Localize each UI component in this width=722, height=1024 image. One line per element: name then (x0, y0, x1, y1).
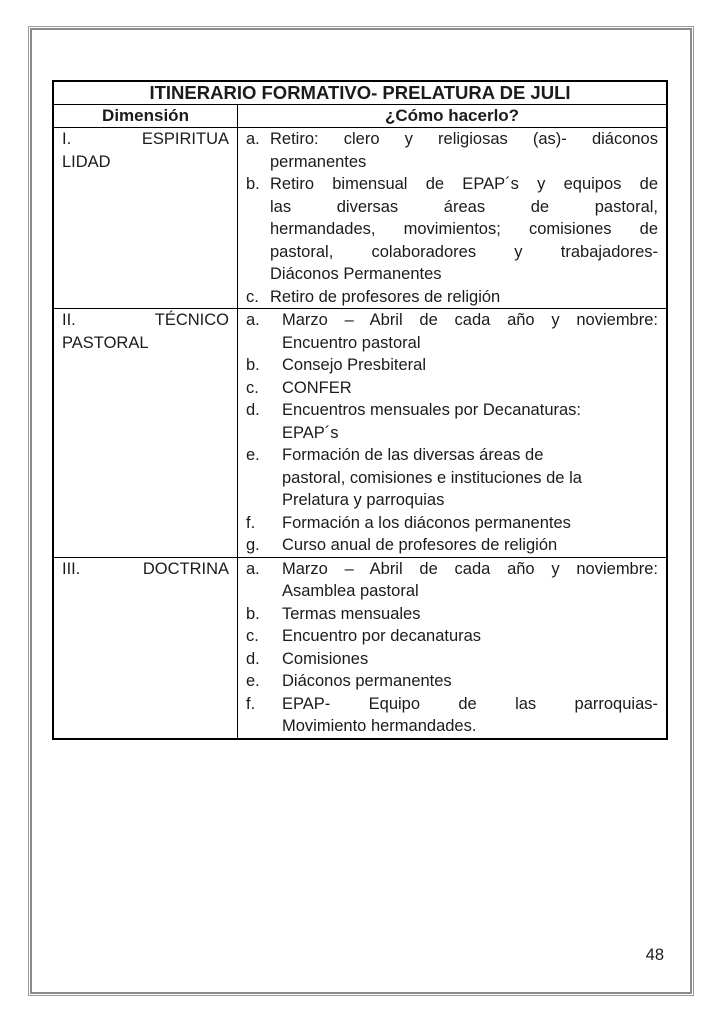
list-marker: f. (246, 694, 256, 713)
list-item (246, 354, 658, 377)
list-item (246, 173, 658, 286)
item-line: permanentes (270, 152, 367, 171)
list-item (246, 309, 658, 354)
list-marker: d. (246, 401, 260, 419)
item-line: Encuentros mensuales por Decanaturas: (282, 401, 581, 419)
dimension-name: DOCTRINA (142, 559, 229, 578)
list-marker: a. (246, 130, 260, 148)
item-line: Encuentro pastoral (282, 333, 421, 352)
item-line: Formación a los diáconos permanentes (282, 513, 571, 532)
list-marker: e. (246, 672, 260, 690)
item-line: Movimiento hermandades. (282, 717, 477, 735)
dimension-name-wrap: PASTORAL (62, 333, 149, 352)
item-line: pastoral, comisiones e instituciones de la (282, 468, 582, 487)
dimension-line (62, 128, 229, 151)
header-dimension: Dimensión (54, 105, 238, 127)
dimension-cell (54, 128, 238, 308)
dimension-cell (54, 558, 238, 738)
table-row-doctrina (54, 558, 666, 738)
item-line: Curso anual de profesores de religión (282, 536, 558, 554)
list-marker: c. (246, 378, 259, 397)
item-line: Encuentro por decanaturas (282, 627, 482, 645)
list-marker: c. (246, 287, 259, 306)
item-line: Consejo Presbiteral (282, 356, 426, 374)
dimension-roman: III. (62, 559, 81, 578)
list-marker: f. (246, 513, 256, 532)
list-item (246, 534, 658, 557)
item-line: Comisiones (282, 649, 369, 668)
list-item (246, 377, 658, 400)
list-marker: b. (246, 175, 260, 193)
table-row-tecnico-pastoral (54, 309, 666, 558)
item-line: EPAP´s (282, 423, 339, 442)
item-line: Retiro bimensual de EPAP´s y equipos de (270, 175, 658, 193)
item-line: Marzo – Abril de cada año y noviembre: (282, 311, 658, 329)
item-line: hermandades, movimientos; comisiones de (270, 220, 658, 238)
dimension-line (62, 558, 229, 581)
how-cell (238, 309, 666, 557)
list-item (246, 399, 658, 444)
list-item (246, 648, 658, 671)
item-line: Prelatura y parroquias (282, 491, 445, 509)
itinerary-table (52, 80, 668, 740)
item-line: CONFER (282, 378, 352, 397)
item-line: Marzo – Abril de cada año y noviembre: (282, 559, 658, 578)
item-line: Termas mensuales (282, 604, 421, 623)
list-item (246, 693, 658, 738)
item-line: Asamblea pastoral (282, 582, 419, 600)
item-line: pastoral, colaboradores y trabajadores- (270, 242, 658, 261)
item-line: Retiro: clero y religiosas (as)- diáconos (270, 130, 658, 148)
dimension-name: TÉCNICO (154, 311, 229, 329)
list-item (246, 128, 658, 173)
list-item (246, 558, 658, 603)
item-line: Retiro de profesores de religión (270, 287, 501, 306)
page-number: 48 (645, 946, 664, 964)
item-line: Diáconos Permanentes (270, 265, 442, 283)
dimension-name: ESPIRITUA (141, 130, 229, 148)
list-item (246, 286, 658, 309)
how-cell (238, 558, 666, 738)
list-item (246, 444, 658, 512)
list-item (246, 512, 658, 535)
table-row-espiritualidad (54, 128, 666, 309)
list-item (246, 603, 658, 626)
item-line: Diáconos permanentes (282, 672, 452, 690)
list-item (246, 670, 658, 693)
dimension-roman: II. (62, 311, 76, 329)
dimension-roman: I. (62, 130, 72, 148)
list-marker: a. (246, 311, 260, 329)
list-marker: c. (246, 627, 259, 645)
dimension-line (62, 309, 229, 332)
list-marker: b. (246, 604, 260, 623)
list-marker: a. (246, 559, 260, 578)
table-title: ITINERARIO FORMATIVO- PRELATURA DE JULI (54, 82, 666, 105)
list-item (246, 625, 658, 648)
item-line: EPAP- Equipo de las parroquias- (282, 694, 658, 713)
list-marker: e. (246, 446, 260, 464)
dimension-cell (54, 309, 238, 557)
list-marker: b. (246, 356, 260, 374)
how-cell (238, 128, 666, 308)
list-marker: d. (246, 649, 260, 668)
item-line: las diversas áreas de pastoral, (270, 197, 658, 216)
table-header-row (54, 105, 666, 128)
item-line: Formación de las diversas áreas de (282, 446, 544, 464)
header-como-hacerlo: ¿Cómo hacerlo? (384, 106, 520, 125)
list-marker: g. (246, 536, 260, 554)
dimension-name-wrap: LIDAD (62, 152, 111, 171)
